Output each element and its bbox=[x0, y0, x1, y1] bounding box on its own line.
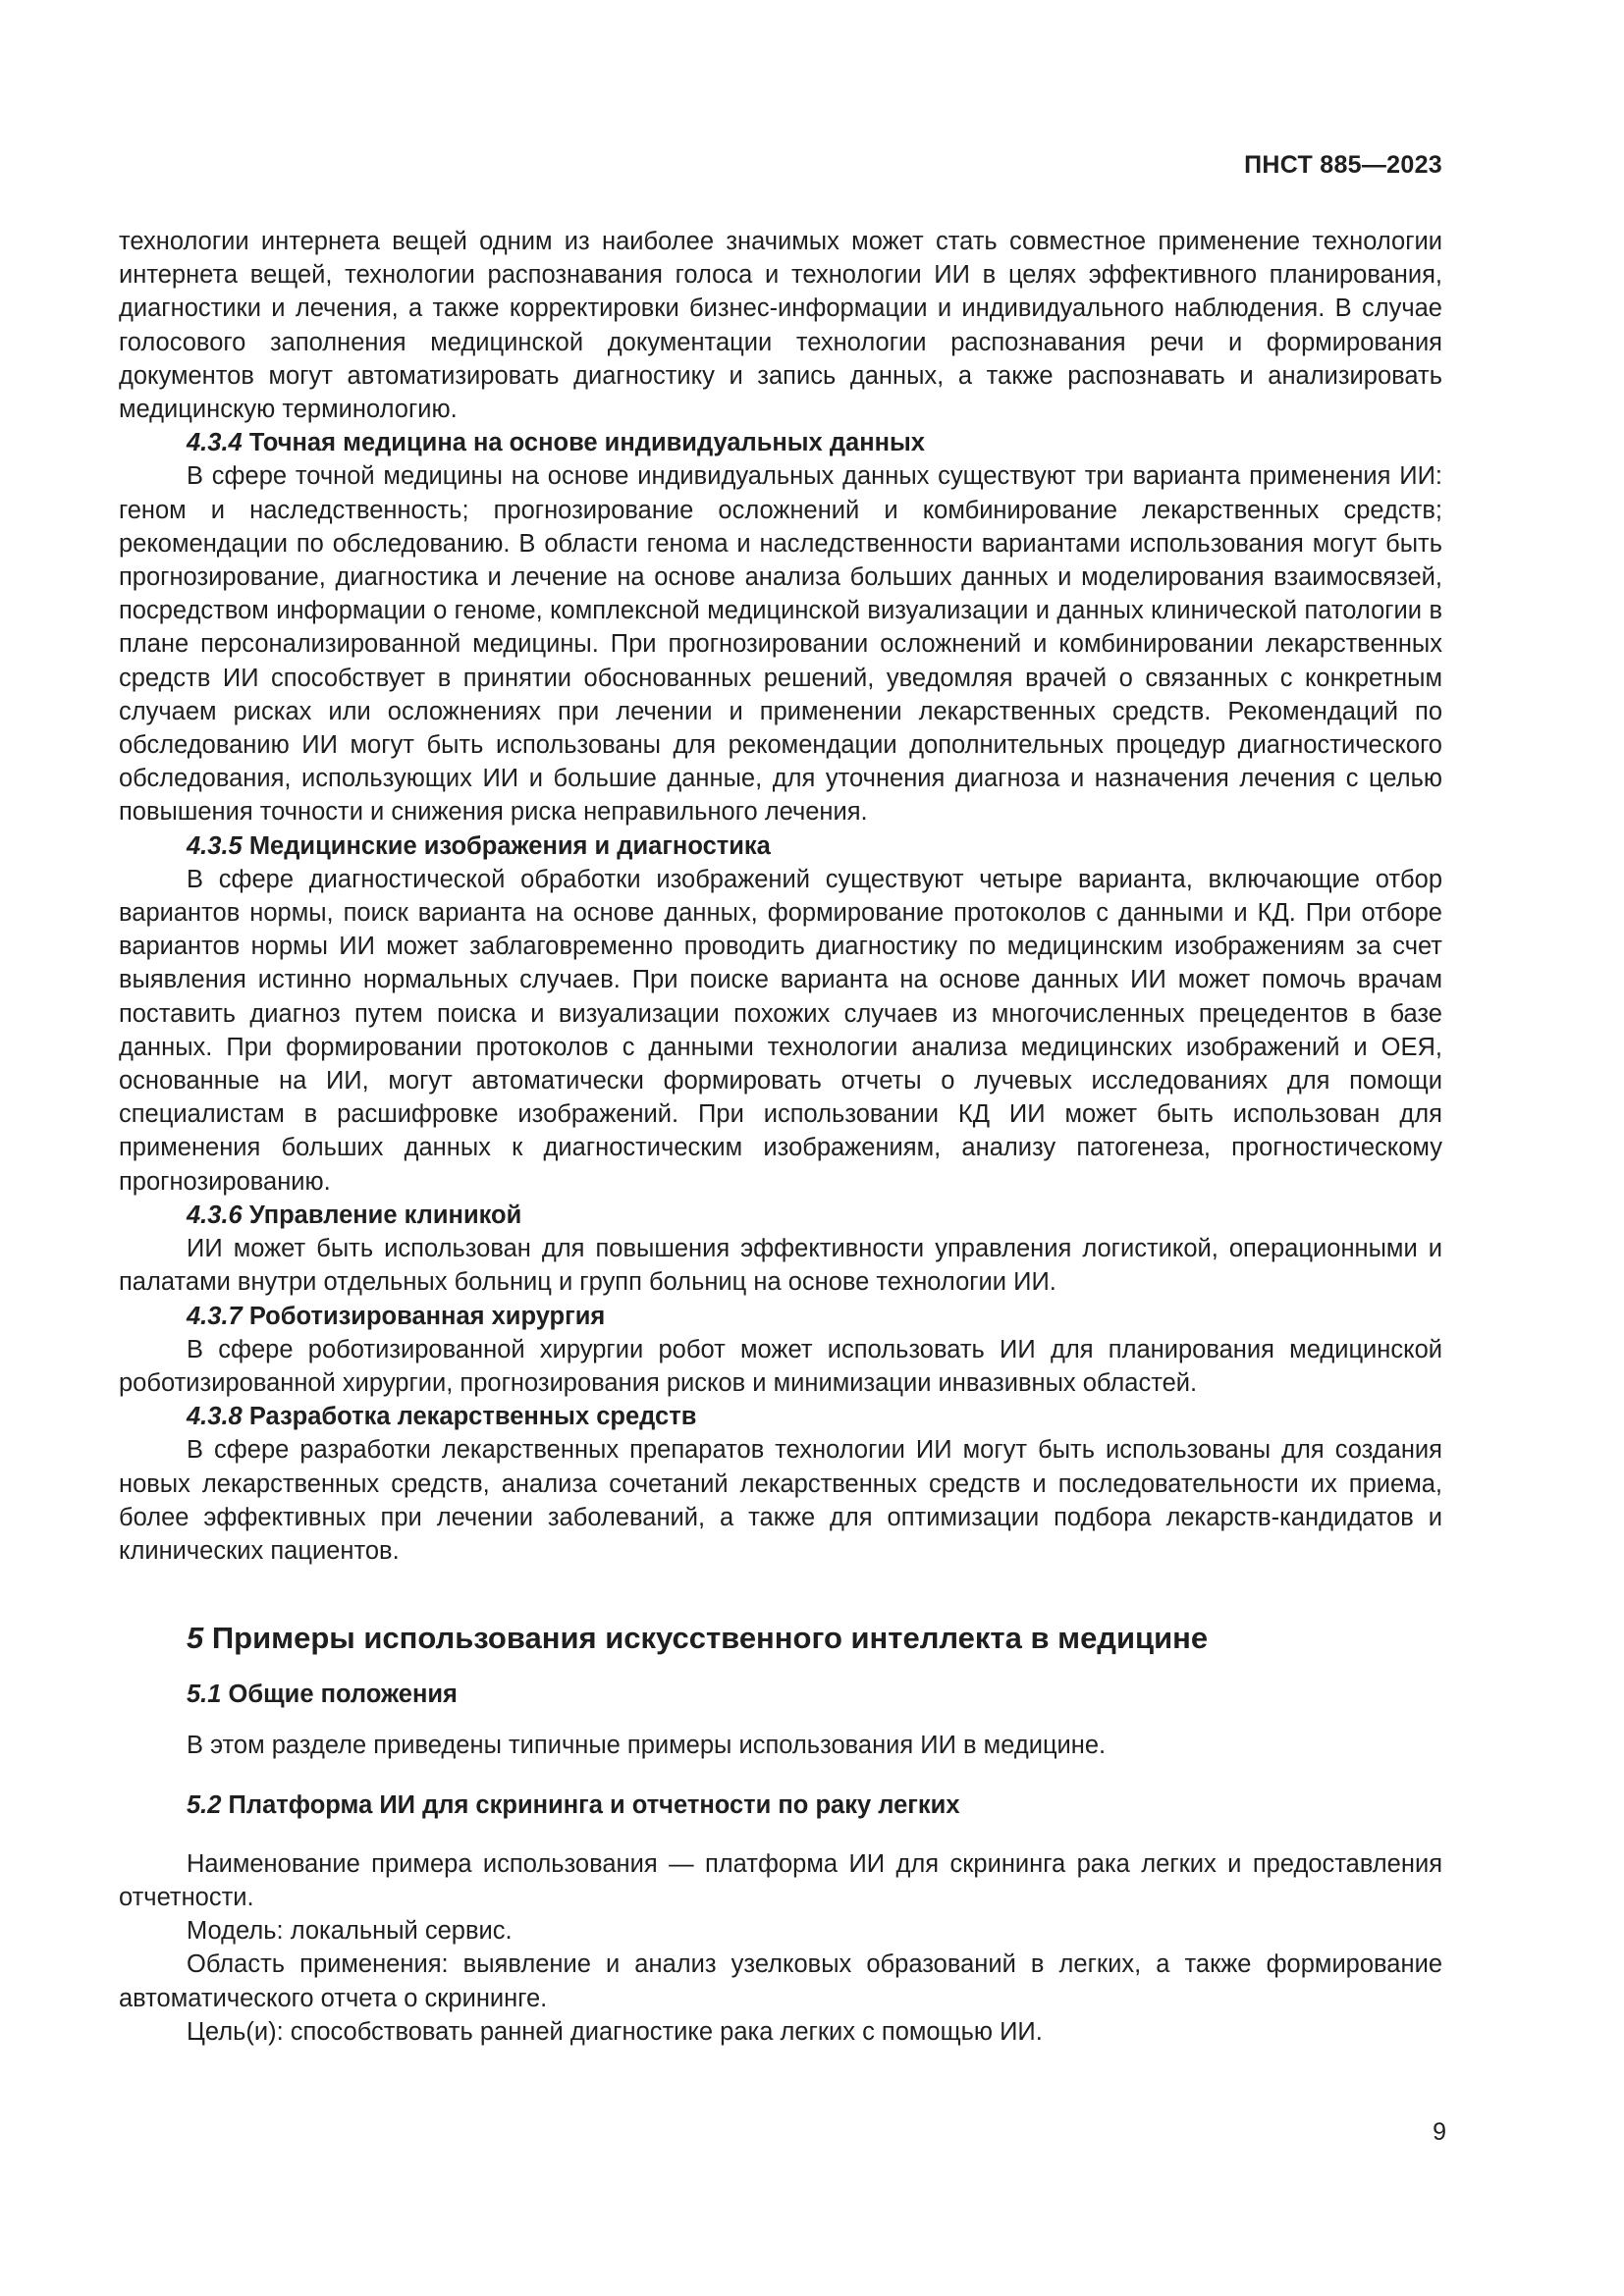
section-4-3-5-heading bbox=[119, 829, 1442, 863]
section-4-3-8-heading bbox=[119, 1400, 1442, 1433]
section-number: 5.2 bbox=[187, 1790, 222, 1819]
section-4-3-7-body: В сфере роботизированной хирургии робот может использовать ИИ для планирования медицинской роботизированной хирургии, прогнозирования рисков и минимизации инвазивных областей. bbox=[119, 1335, 1442, 1397]
section-number: 4.3.7 bbox=[187, 1302, 243, 1330]
section-number: 4.3.5 bbox=[187, 831, 243, 860]
section-number: 4.3.4 bbox=[187, 429, 243, 457]
section-title: Общие положения bbox=[228, 1681, 458, 1709]
page-number: 9 bbox=[1433, 2118, 1446, 2146]
section-title: Медицинские изображения и диагностика bbox=[248, 831, 771, 860]
section-title: Примеры использования искусственного интеллекта в медицине bbox=[211, 1621, 1209, 1656]
section-5-heading bbox=[187, 1619, 1442, 1658]
section-number: 5 bbox=[187, 1621, 204, 1656]
section-4-3-6-heading bbox=[119, 1199, 1442, 1232]
section-title: Разработка лекарственных средств bbox=[248, 1403, 697, 1431]
section-title: Роботизированная хирургия bbox=[248, 1302, 606, 1330]
section-5-1-heading bbox=[187, 1678, 1442, 1711]
document-code: ПНСТ 885—2023 bbox=[1244, 151, 1442, 179]
section-4-3-8-body: В сфере разработки лекарственных препаратов технологии ИИ могут быть использованы для создания новых лекарственных средств, анализа сочетаний лекарственных средств и последовательности их приема, более эффективных при лечении заболеваний, а также для оптимизации подбора лекарств-кандидатов и клинических пациентов. bbox=[119, 1436, 1442, 1565]
section-title: Платформа ИИ для скрининга и отчетности по раку легких bbox=[228, 1790, 960, 1819]
section-number: 5.1 bbox=[187, 1681, 222, 1709]
section-title: Управление клиникой bbox=[248, 1201, 522, 1229]
section-5-1-body: В этом разделе приведены типичные примеры использования ИИ в медицине. bbox=[187, 1732, 1107, 1760]
section-4-3-4-heading bbox=[119, 426, 1442, 459]
section-number: 4.3.8 bbox=[187, 1403, 243, 1431]
section-title: Точная медицина на основе индивидуальных данных bbox=[248, 429, 925, 457]
section-4-3-5-body: В сфере диагностической обработки изображений существуют четыре варианта, включающие отбор вариантов нормы, поиск варианта на основе данных, формирование протоколов с данными и КД. При отборе вариантов нормы ИИ может заблаговременно проводить диагностику по медицинским изображениям за счет выявления истинно нормальных случаев. При поиске варианта на основе данных ИИ может помочь врачам поставить диагноз путем поиска и визуализации похожих случаев из многочисленных прецедентов в базе данных. При формировании протоколов с данными технологии анализа медицинских изображений и ОЕЯ, основанные на ИИ, могут автоматически формировать отчеты о лучевых исследованиях для помощи специалистам в расшифровке изображений. При использовании КД ИИ может быть использован для применения больших данных к диагностическим изображениям, анализу патогенеза, прогностическому прогнозированию. bbox=[119, 865, 1442, 1196]
section-5-2-paragraph-2: Модель: локальный сервис. bbox=[187, 1917, 513, 1946]
section-5-2-paragraph-4: Цель(и): способствовать ранней диагностике рака легких с помощью ИИ. bbox=[187, 2017, 1043, 2046]
section-4-3-7-heading bbox=[119, 1300, 1442, 1333]
section-number: 4.3.6 bbox=[187, 1201, 243, 1229]
page-content bbox=[119, 225, 1442, 2049]
section-5-2-paragraph-3: Область применения: выявление и анализ узелковых образований в легких, а также формирование автоматического отчета о скрининге. bbox=[119, 1950, 1442, 2012]
continuation-paragraph: технологии интернета вещей одним из наиболее значимых может стать совместное применение технологии интернета вещей, технологии распознавания голоса и технологии ИИ в целях эффективного планирования, диагностики и лечения, а также корректировки бизнес-информации и индивидуального наблюдения. В случае голосового заполнения медицинской документации технологии распознавания речи и формирования документов могут автоматизировать диагностику и запись данных, а также распознавать и анализировать медицинскую терминологию. bbox=[119, 228, 1442, 424]
section-5-2-paragraph-1: Наименование примера использования — платформа ИИ для скрининга рака легких и предоставления отчетности. bbox=[119, 1849, 1442, 1911]
section-5-2-heading bbox=[187, 1789, 1442, 1822]
section-4-3-4-body: В сфере точной медицины на основе индивидуальных данных существуют три варианта применения ИИ: геном и наследственность; прогнозирование осложнений и комбинирование лекарственных средств; рекомендации по обследованию. В области генома и наследственности вариантами использования могут быть прогнозирование, диагностика и лечение на основе анализа больших данных и моделирования взаимосвязей, посредством информации о геноме, комплексной медицинской визуализации и данных клинической патологии в плане персонализированной медицины. При прогнозировании осложнений и комбинировании лекарственных средств ИИ способствует в принятии обоснованных решений, уведомляя врачей о связанных с конкретным случаем рисках или осложнениях при лечении и применении лекарственных средств. Рекомендаций по обследованию ИИ могут быть использованы для рекомендации дополнительных процедур диагностического обследования, использующих ИИ и большие данные, для уточнения диагноза и назначения лечения с целью повышения точности и снижения риска неправильного лечения. bbox=[119, 462, 1442, 827]
section-4-3-6-body: ИИ может быть использован для повышения эффективности управления логистикой, операционными и палатами внутри отдельных больниц и групп больниц на основе технологии ИИ. bbox=[119, 1235, 1442, 1297]
